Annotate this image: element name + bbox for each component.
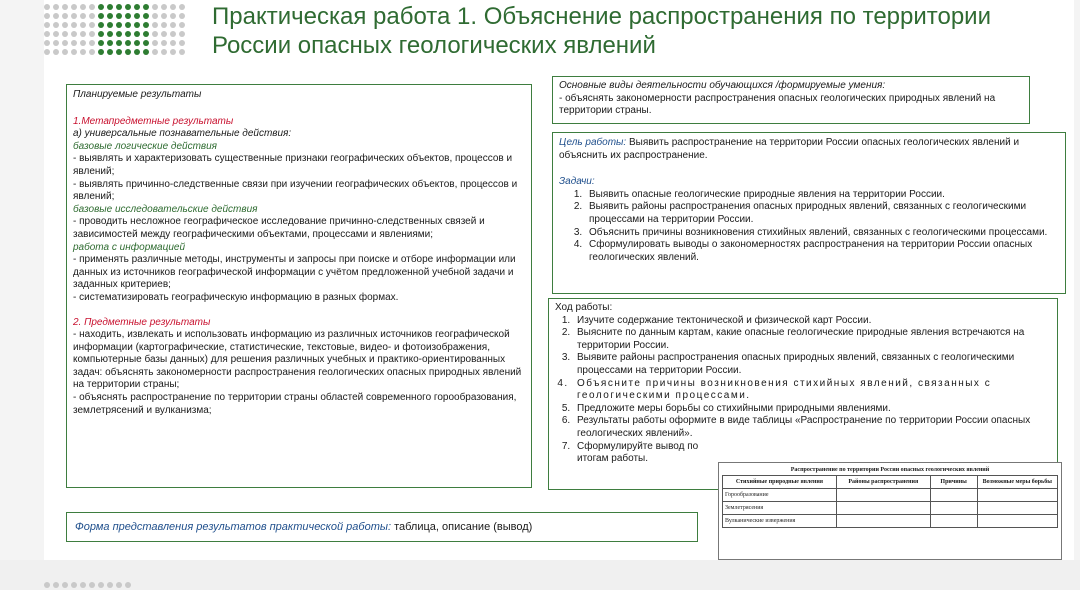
decorative-dot	[62, 31, 68, 37]
table-row-label: Вулканические извержения	[723, 515, 837, 528]
decorative-dot	[134, 4, 140, 10]
decorative-dot	[89, 40, 95, 46]
decorative-dot	[80, 31, 86, 37]
decorative-dot	[134, 13, 140, 19]
planned-results-box	[66, 84, 532, 488]
decorative-dot	[179, 13, 185, 19]
research-actions-title: базовые исследовательские действия	[73, 203, 258, 215]
decorative-dot	[179, 49, 185, 55]
decorative-dot	[170, 31, 176, 37]
activity-text: - объяснять закономерности распространения опасных геологических природных явлений на территории страны.	[559, 92, 996, 117]
decorative-dot	[116, 13, 122, 19]
decorative-dot	[44, 4, 50, 10]
decorative-dot	[152, 49, 158, 55]
table-row	[723, 515, 1058, 528]
subject-results-title: 2. Предметные результаты	[73, 316, 211, 328]
decorative-dot	[44, 582, 50, 588]
decorative-dot	[125, 4, 131, 10]
meta-results-subtitle: а) универсальные познавательные действия:	[73, 128, 292, 140]
work-step: 7. Сформулируйте вывод по итогам работы.	[573, 441, 717, 466]
decorative-dot	[98, 31, 104, 37]
decorative-dot	[152, 22, 158, 28]
decorative-dot	[170, 13, 176, 19]
decorative-dot	[98, 4, 104, 10]
decorative-dot	[116, 40, 122, 46]
goal-line	[559, 137, 1059, 162]
subject-result-item: - находить, извлекать и использовать информацию из различных источников географической информации (картографические, статистические, текстовые, видео- и фотоизображения, компьютерные базы данных) для решения различных учебных и практико-ориентированных задач: объяснять закономерности распространения геологических опасных природных явлений на территории страны;	[73, 329, 522, 391]
table-header-cell: Причины	[930, 476, 977, 489]
decorative-dot	[161, 49, 167, 55]
decorative-dot	[98, 40, 104, 46]
info-work-item: - применять различные методы, инструменты и запросы при поиске и отборе информации или данных из источников географической информации с учётом предложенной учебной задачи и заданных критериев;	[73, 254, 516, 291]
decorative-dot	[143, 31, 149, 37]
goal-tasks-box	[552, 132, 1066, 294]
decorative-dot	[134, 49, 140, 55]
decorative-dot	[161, 4, 167, 10]
logic-action-item: - выявлять и характеризовать существенные признаки географических объектов, процессов и явлений;	[73, 153, 513, 177]
decorative-dot	[116, 582, 122, 588]
decorative-dot	[71, 13, 77, 19]
decorative-dot	[143, 13, 149, 19]
decorative-dot	[152, 40, 158, 46]
decorative-dot	[53, 13, 59, 19]
decorative-dot	[89, 31, 95, 37]
task-item: 4. Сформулировать выводы о закономерностях распространения на территории России опасных геологических явлений.	[585, 239, 1059, 264]
work-step: 4. Объясните причины возникновения стихийных явлений, связанных с геологическими процессами.	[573, 378, 1051, 403]
decorative-dot	[116, 4, 122, 10]
decorative-dot	[53, 4, 59, 10]
decorative-dot	[161, 31, 167, 37]
decorative-dot	[107, 31, 113, 37]
planned-results-header: Планируемые результаты	[73, 89, 202, 100]
decorative-dot	[80, 13, 86, 19]
info-work-title: работа с информацией	[73, 241, 186, 253]
decorative-dot	[134, 40, 140, 46]
decorative-dot	[152, 4, 158, 10]
results-form-label: Форма представления результатов практической работы:	[75, 521, 392, 533]
decorative-dot	[107, 49, 113, 55]
work-step: 2. Выясните по данным картам, какие опасные геологические природные явления встречаются на территории России.	[573, 327, 1051, 352]
table-header-row	[723, 476, 1058, 489]
decorative-dot	[143, 49, 149, 55]
activity-header: Основные виды деятельности обучающихся /формируемые умения:	[559, 80, 886, 91]
decorative-dot	[161, 22, 167, 28]
logic-action-item: - выявлять причинно-следственные связи при изучении географических объектов, процессов и явлений;	[73, 178, 518, 203]
decorative-dot	[71, 31, 77, 37]
decorative-dot	[179, 31, 185, 37]
info-work-item: - систематизировать географическую информацию в разных формах.	[73, 291, 399, 303]
decorative-dot	[152, 31, 158, 37]
decorative-dot	[134, 31, 140, 37]
decorative-dot	[53, 31, 59, 37]
decorative-dot	[107, 582, 113, 588]
decorative-dot	[89, 22, 95, 28]
decorative-dot	[53, 22, 59, 28]
decorative-dot	[80, 22, 86, 28]
decorative-dot	[143, 4, 149, 10]
decorative-dot	[161, 40, 167, 46]
decorative-dot	[170, 40, 176, 46]
decorative-dot	[125, 22, 131, 28]
decorative-dot	[116, 31, 122, 37]
task-item: 1. Выявить опасные геологические природные явления на территории России.	[585, 189, 1059, 202]
decorative-dot	[170, 49, 176, 55]
decorative-dot	[152, 13, 158, 19]
decorative-dot	[53, 582, 59, 588]
decorative-dot	[134, 22, 140, 28]
decorative-dot	[71, 582, 77, 588]
logic-actions-title: базовые логические действия	[73, 140, 218, 152]
tasks-list	[559, 189, 1059, 265]
decorative-dot	[89, 13, 95, 19]
table-header-cell: Стихийные природные явления	[723, 476, 837, 489]
results-table-panel	[718, 462, 1062, 560]
table-row	[723, 502, 1058, 515]
results-form-box	[66, 512, 698, 542]
tasks-title: Задачи:	[559, 176, 595, 188]
decorative-dot	[80, 582, 86, 588]
decorative-dot	[53, 49, 59, 55]
decorative-dot	[71, 40, 77, 46]
decorative-dot	[125, 13, 131, 19]
decorative-dot	[107, 13, 113, 19]
results-table	[722, 475, 1058, 528]
decorative-dot	[98, 22, 104, 28]
decorative-dot	[44, 31, 50, 37]
decorative-dot	[125, 31, 131, 37]
work-progress-title: Ход работы:	[555, 302, 613, 313]
goal-text: Выявить распространение на территории России опасных геологических явлений и объяснить их распространение.	[559, 137, 1020, 161]
page-title: Практическая работа 1. Объяснение распространения по территории России опасных геологических явлений	[212, 3, 991, 59]
decorative-dot	[62, 49, 68, 55]
table-row-label: Землетрясения	[723, 502, 837, 515]
work-step: 1. Изучите содержание тектонической и физической карт России.	[573, 315, 1051, 328]
decorative-dot	[107, 22, 113, 28]
results-table-caption: Распространение по территории России опасных геологических явлений	[790, 467, 990, 473]
table-row-label: Горообразование	[723, 489, 837, 502]
task-item: 3. Объяснить причины возникновения стихийных явлений, связанных с геологическими процессами.	[585, 227, 1059, 240]
decorative-dot	[62, 22, 68, 28]
bottom-strip	[0, 560, 1080, 590]
decorative-dot	[71, 22, 77, 28]
decorative-dot	[80, 40, 86, 46]
decorative-dot	[161, 13, 167, 19]
work-step: 6. Результаты работы оформите в виде таблицы «Распространение по территории России опасных геологических явлений».	[573, 415, 1051, 440]
decorative-dot-grid	[44, 4, 185, 55]
decorative-dot	[89, 582, 95, 588]
decorative-dot	[71, 49, 77, 55]
decorative-dot	[53, 40, 59, 46]
decorative-dot	[44, 22, 50, 28]
decorative-dot	[170, 22, 176, 28]
research-action-item: - проводить несложное географическое исследование причинно-следственных связей и зависимостей между географическими объектами, процессами и явлениями;	[73, 216, 485, 240]
decorative-dot	[107, 40, 113, 46]
decorative-dot	[62, 13, 68, 19]
decorative-dot-grid-bottom	[44, 582, 131, 588]
decorative-dot	[125, 582, 131, 588]
decorative-dot	[44, 13, 50, 19]
decorative-dot	[62, 4, 68, 10]
decorative-dot	[44, 40, 50, 46]
decorative-dot	[179, 40, 185, 46]
decorative-dot	[44, 49, 50, 55]
goal-label: Цель работы:	[559, 137, 627, 148]
decorative-dot	[143, 22, 149, 28]
decorative-dot	[170, 4, 176, 10]
decorative-dot	[80, 4, 86, 10]
meta-results-title: 1.Метапредметные результаты	[73, 115, 234, 127]
work-step: 5. Предложите меры борьбы со стихийными природными явлениями.	[573, 403, 1051, 416]
decorative-dot	[62, 582, 68, 588]
decorative-dot	[62, 40, 68, 46]
work-step: 3. Выявите районы распространения опасных природных явлений, связанных с геологическими процессами на территории России.	[573, 352, 1051, 377]
decorative-dot	[179, 4, 185, 10]
results-form-value: таблица, описание (вывод)	[391, 521, 533, 533]
decorative-dot	[116, 49, 122, 55]
task-item: 2. Выявить районы распространения опасных природных явлений, связанных с геологическими процессами на территории России.	[585, 201, 1059, 226]
decorative-dot	[125, 49, 131, 55]
decorative-dot	[80, 49, 86, 55]
decorative-dot	[107, 4, 113, 10]
decorative-dot	[98, 13, 104, 19]
subject-result-item: - объяснять распространение по территории страны областей современного горообразования, землетрясений и вулканизма;	[73, 392, 517, 416]
decorative-dot	[116, 22, 122, 28]
table-row	[723, 489, 1058, 502]
decorative-dot	[98, 582, 104, 588]
activity-box	[552, 76, 1030, 124]
decorative-dot	[98, 49, 104, 55]
decorative-dot	[89, 4, 95, 10]
decorative-dot	[179, 22, 185, 28]
decorative-dot	[143, 40, 149, 46]
table-header-cell: Районы распространения	[836, 476, 930, 489]
work-steps-list	[555, 315, 1051, 466]
decorative-dot	[125, 40, 131, 46]
table-header-cell: Возможные меры борьбы	[977, 476, 1057, 489]
decorative-dot	[71, 4, 77, 10]
decorative-dot	[89, 49, 95, 55]
